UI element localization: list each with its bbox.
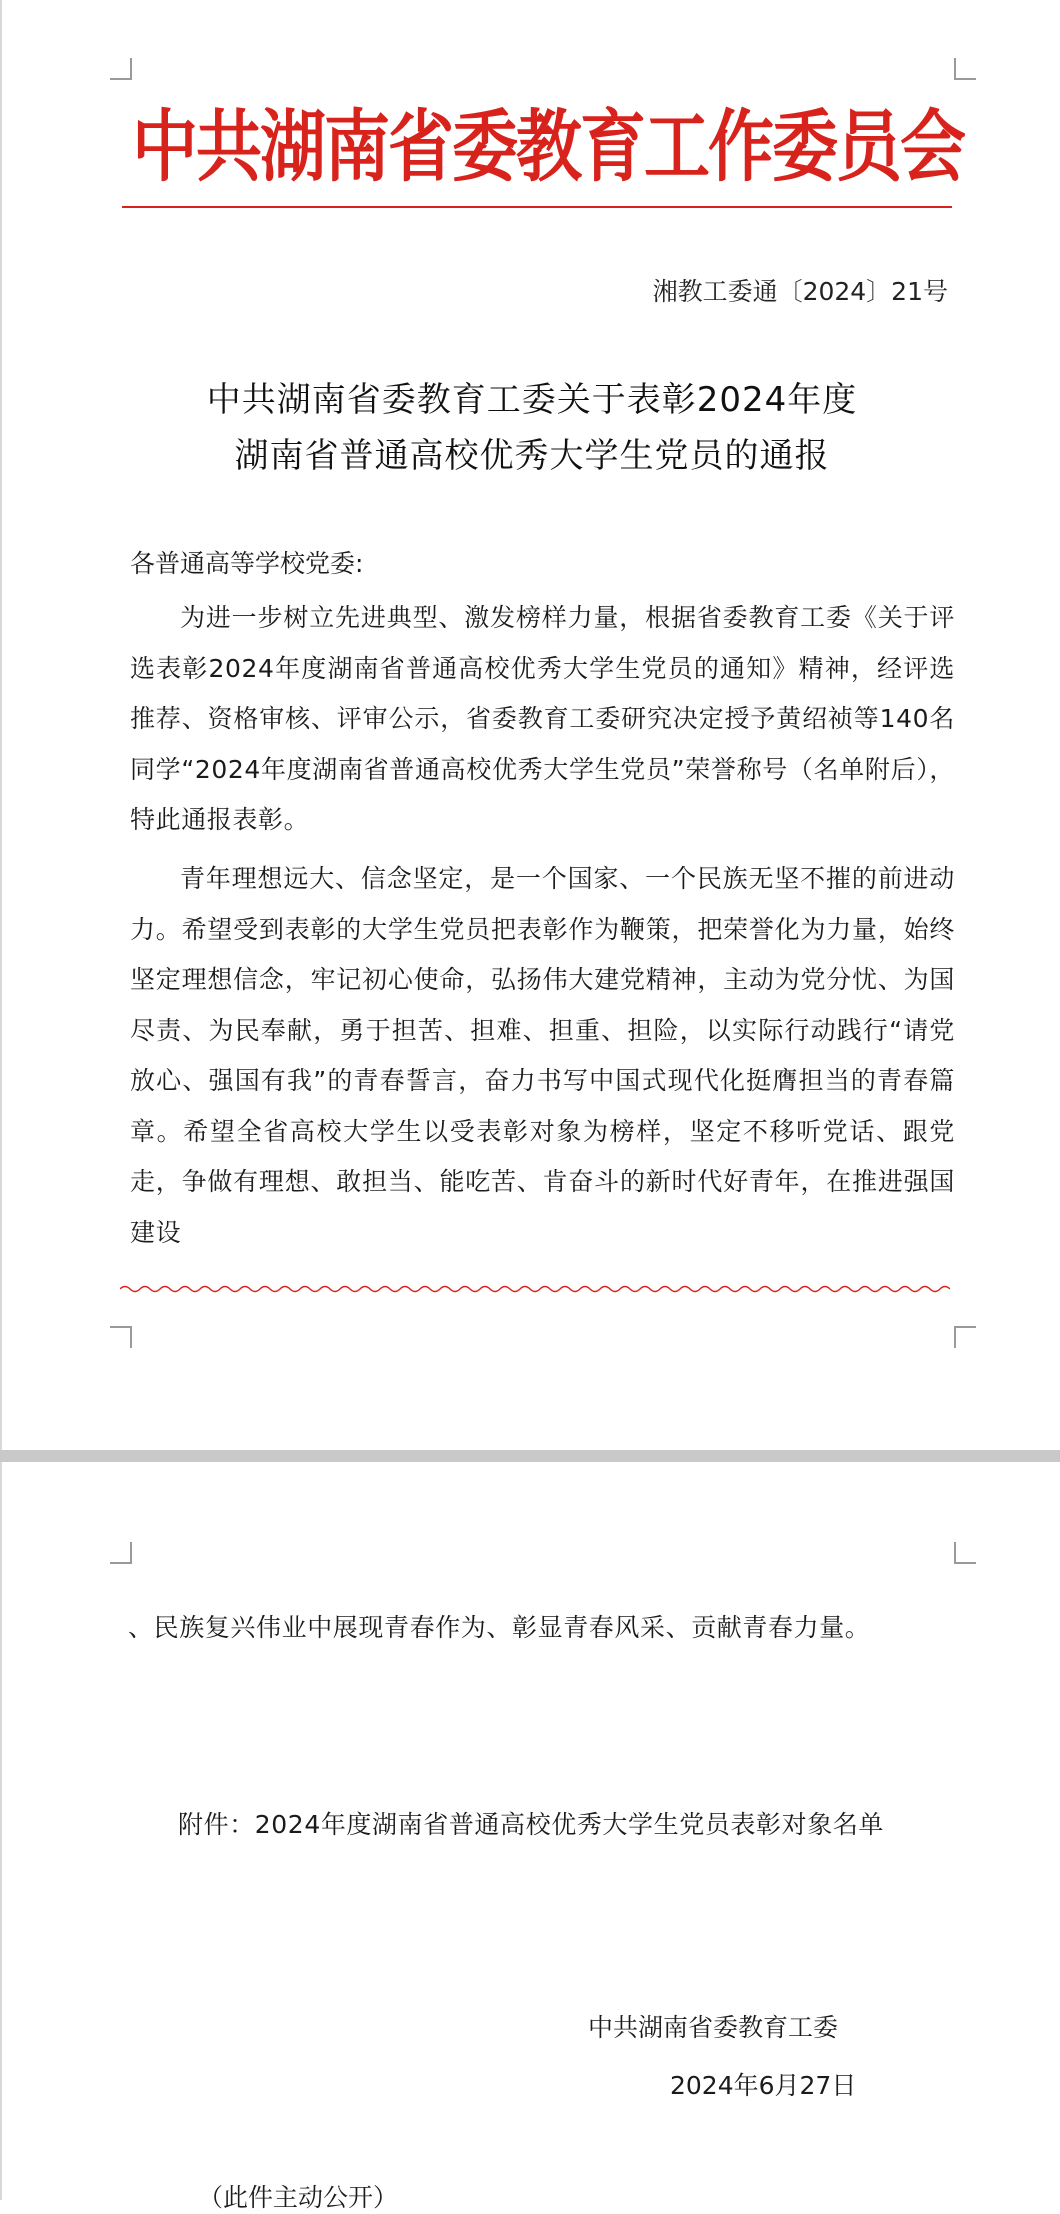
attachment-note: 附件：2024年度湖南省普通高校优秀大学生党员表彰对象名单: [178, 1810, 885, 1839]
page-separator: [0, 1450, 1060, 1462]
margin-corner-top-right: [954, 1542, 976, 1564]
masthead-red-rule: [122, 206, 952, 208]
document-title-line-1: 中共湖南省委教育工委关于表彰2024年度: [206, 380, 858, 420]
signature-date: 2024年6月27日: [670, 2071, 857, 2100]
publicity-note: （此件主动公开）: [198, 2183, 399, 2212]
masthead-title: 中共湖南省委教育工作委员会: [132, 101, 964, 193]
salutation: 各普通高等学校党委:: [130, 549, 364, 578]
margin-corner-bottom-left: [110, 1326, 132, 1348]
body-paragraph-1: 为进一步树立先进典型、激发榜样力量，根据省委教育工委《关于评选表彰2024年度湖南省普通高校优秀大学生党员的通知》精神，经评选推荐、资格审核、评审公示，省委教育工委研究决定授予黄绍祯等140名同学“2024年度湖南省普通高校优秀大学生党员”荣誉称号（名单附后），特此通报表彰。: [130, 603, 955, 834]
margin-corner-top-left: [110, 1542, 132, 1564]
body-paragraph-2: 青年理想远大、信念坚定，是一个国家、一个民族无坚不摧的前进动力。希望受到表彰的大学生党员把表彰作为鞭策，把荣誉化为力量，始终坚定理想信念，牢记初心使命，弘扬伟大建党精神，主动为党分忧、为国尽责、为民奉献，勇于担苦、担难、担重、担险，以实际行动践行“请党放心、强国有我”的青春誓言，奋力书写中国式现代化挺膺担当的青春篇章。希望全省高校大学生以受表彰对象为榜样，坚定不移听党话、跟党走，争做有理想、敢担当、能吃苦、肯奋斗的新时代好青年，在推进强国建设: [130, 864, 955, 1247]
body-paragraph-2-continued: 、民族复兴伟业中展现青春作为、彰显青春风采、贡献青春力量。: [128, 1613, 871, 1642]
margin-corner-bottom-right: [954, 1326, 976, 1348]
margin-corner-top-left: [110, 58, 132, 80]
document-title-line-2: 湖南省普通高校优秀大学生党员的通报: [234, 436, 830, 476]
spellcheck-wavy-underline: [120, 1284, 950, 1294]
document-number: 湘教工委通〔2024〕21号: [652, 277, 948, 306]
signer-organization: 中共湖南省委教育工委: [588, 2013, 839, 2042]
margin-corner-top-right: [954, 58, 976, 80]
